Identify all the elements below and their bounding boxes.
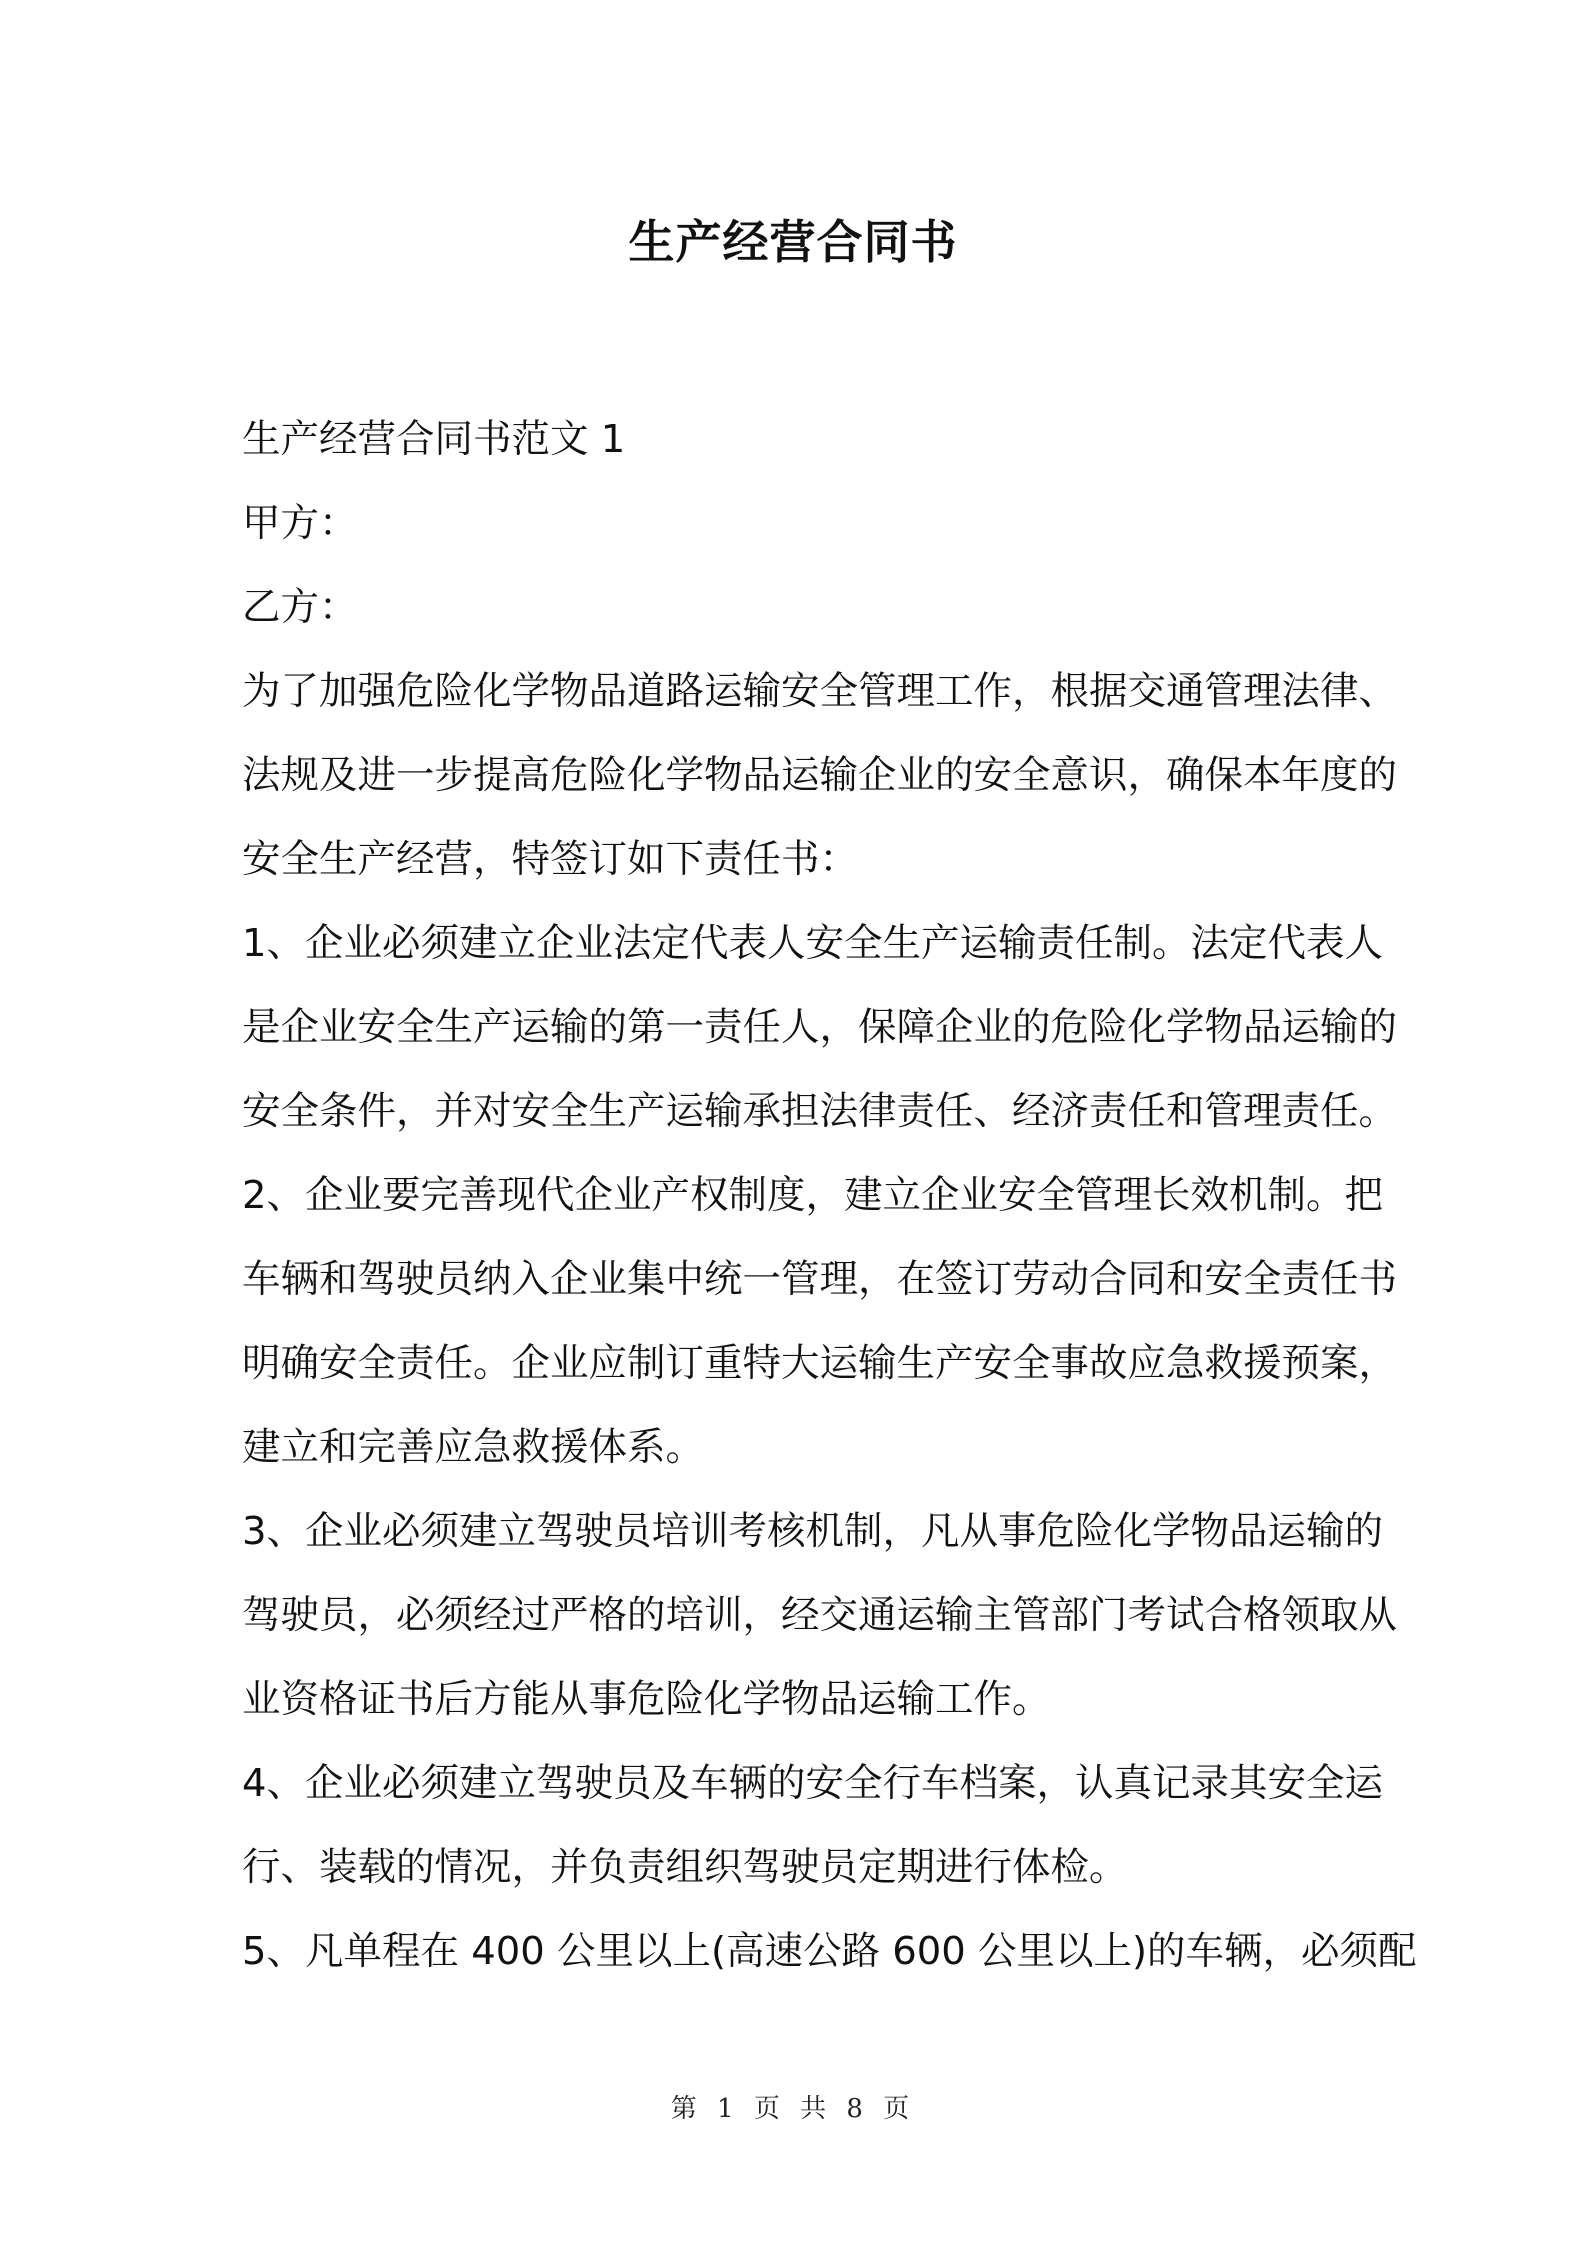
body-line: 车辆和驾驶员纳入企业集中统一管理，在签订劳动合同和安全责任书 [242, 1257, 1398, 1302]
body-line: 3、企业必须建立驾驶员培训考核机制，凡从事危险化学物品运输的 [242, 1509, 1383, 1554]
body-line: 2、企业要完善现代企业产权制度，建立企业安全管理长效机制。把 [242, 1173, 1383, 1218]
page-number: 第 1 页 共 8 页 [670, 2094, 916, 2124]
body-line: 法规及进一步提高危险化学物品运输企业的安全意识，确保本年度的 [242, 753, 1398, 798]
body-line: 驾驶员，必须经过严格的培训，经交通运输主管部门考试合格领取从 [242, 1593, 1398, 1638]
body-line: 5、凡单程在 400 公里以上(高速公路 600 公里以上)的车辆，必须配 [242, 1929, 1417, 1974]
body-line: 是企业安全生产运输的第一责任人，保障企业的危险化学物品运输的 [242, 1005, 1398, 1050]
body-line: 生产经营合同书范文 1 [242, 417, 626, 462]
body-line: 1、企业必须建立企业法定代表人安全生产运输责任制。法定代表人 [242, 921, 1383, 966]
body-line: 安全生产经营，特签订如下责任书： [242, 837, 859, 882]
body-line: 建立和完善应急救援体系。 [242, 1425, 705, 1470]
body-line: 甲方： [242, 501, 358, 546]
body-line: 4、企业必须建立驾驶员及车辆的安全行车档案，认真记录其安全运 [242, 1761, 1383, 1806]
body-line: 业资格证书后方能从事危险化学物品运输工作。 [242, 1677, 1051, 1722]
document-title: 生产经营合同书 [628, 215, 958, 269]
body-line: 明确安全责任。企业应制订重特大运输生产安全事故应急救援预案， [242, 1341, 1398, 1386]
document-body [242, 398, 1417, 1994]
body-line: 为了加强危险化学物品道路运输安全管理工作，根据交通管理法律、 [242, 669, 1398, 714]
body-line: 安全条件，并对安全生产运输承担法律责任、经济责任和管理责任。 [242, 1089, 1398, 1134]
body-line: 行、装载的情况，并负责组织驾驶员定期进行体检。 [242, 1845, 1128, 1890]
body-line: 乙方： [242, 585, 358, 630]
